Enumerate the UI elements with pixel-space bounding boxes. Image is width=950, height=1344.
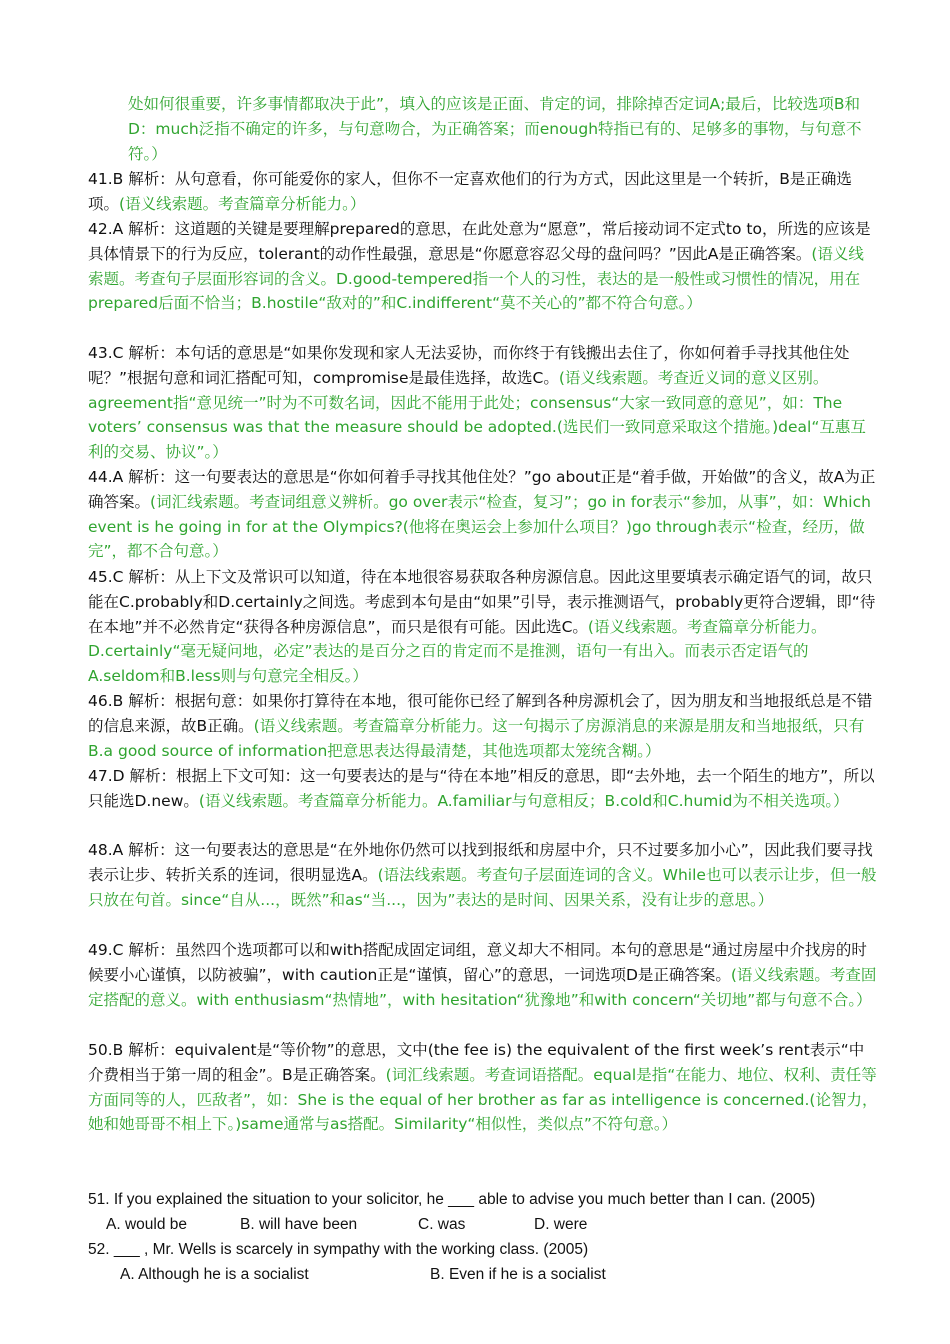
answer-explanation-50 xyxy=(88,1038,878,1137)
explanation-note: (语义线索题。考查句子层面形容词的含义。D.good-tempered指一个人的习性，表达的是一般性或习惯性的情况，用在prepared后面不恰当；B.hostile“敌对的”和C.indifferent“莫不关心的”都不符合句意。） xyxy=(88,244,864,313)
explanation-continuation xyxy=(128,92,878,166)
question-51-option-a: A. would be xyxy=(106,1216,187,1233)
question-51-option-d: D. were xyxy=(534,1216,588,1233)
answer-explanation-44 xyxy=(88,465,878,564)
explanation-note: (词汇线索题。考查词组意义辨析。go over表示“检查，复习”；go in for表示“参加，从事”，如：Which event is he going in for at the Olympics?(他将在奥运会上参加什么项目？)go through表示“检查，经历，做完”，都不合句意。） xyxy=(88,492,871,561)
explanation-note: (语义线索题。考查篇章分析能力。D.certainly“毫无疑问地，必定”表达的是百分之百的肯定而不是推测，语句一有出入。而表示否定语气的A.seldom和B.less则与句意完全相反。） xyxy=(88,617,827,686)
explanation-text: 44.A 解析：这一句要表达的意思是“你如何着手寻找其他住处？”go about正是“着手做，开始做”的含义，故A为正确答案。 xyxy=(88,468,876,511)
explanation-note: (词汇线索题。考查词语搭配。equal是指“在能力、地位、权利、责任等方面同等的人，匹敌者”，如：She is the equal of her brother as far as intelligence is concerned.(论智力，她和她哥哥不相上下。)same通常与as搭配。Similarity“相似性，类似点”不符句意。） xyxy=(88,1065,878,1134)
explanation-text: 41.B 解析：从句意看，你可能爱你的家人，但你不一定喜欢他们的行为方式，因此这里是一个转折，B是正确选项。 xyxy=(88,170,852,213)
answer-explanation-45 xyxy=(88,565,878,689)
answer-explanation-43 xyxy=(88,341,878,465)
explanation-note: 处如何很重要，许多事情都取决于此”，填入的应该是正面、肯定的词，排除掉否定词A;最后，比较选项B和D：much泛指不确定的许多，与句意吻合，为正确答案；而enough特指已有的、足够多的事物，与句意不符。） xyxy=(128,95,862,163)
question-52-option-b: B. Even if he is a socialist xyxy=(430,1266,606,1283)
question-52-stem: 52. ___ , Mr. Wells is scarcely in sympathy with the working class. (2005) xyxy=(88,1241,589,1258)
explanation-note: (语义线索题。考查固定搭配的意义。with enthusiasm“热情地”，with hesitation“犹豫地”和with concern“关切地”都与句意不合。） xyxy=(88,965,877,1009)
explanation-text: 43.C 解析：本句话的意思是“如果你发现和家人无法妥协，而你终于有钱搬出去住了，你如何着手寻找其他住处呢？”根据句意和词汇搭配可知，compromise是最佳选择，故选C。 xyxy=(88,344,850,387)
explanation-text: 49.C 解析：虽然四个选项都可以和with搭配成固定词组，意义却大不相同。本句的意思是“通过房屋中介找房的时候要小心谨慎，以防被骗”，with caution正是“谨慎，留心”的意思，一词选项D是正确答案。 xyxy=(88,941,867,984)
question-51-option-c: C. was xyxy=(418,1216,466,1233)
explanation-note: (语义线索题。考查篇章分析能力。A.familiar与句意相反；B.cold和C.humid为不相关选项。） xyxy=(198,791,849,810)
answer-explanation-46 xyxy=(88,689,878,763)
answer-explanation-49 xyxy=(88,938,878,1012)
explanation-note: (语法线索题。考查句子层面连词的含义。While也可以表示让步，但一般只放在句首。since“自从...，既然”和as“当...，因为”表达的是时间、因果关系，没有让步的意思。） xyxy=(88,865,877,909)
explanation-text: 48.A 解析：这一句要表达的意思是“在外地你仍然可以找到报纸和房屋中介，只不过要多加小心”，因此我们要寻找表示让步、转折关系的连词，很明显选A。 xyxy=(88,841,873,884)
explanation-text: 45.C 解析：从上下文及常识可以知道，待在本地很容易获取各种房源信息。因此这里要填表示确定语气的词，故只能在C.probably和D.certainly之间选。考虑到本句是由“如果”引导，表示推测语气，probably更符合逻辑，即“待在本地”并不必然肯定“获得各种房源信息”，而只是很有可能。因此选C。 xyxy=(88,568,876,636)
explanation-text: 46.B 解析：根据句意：如果你打算待在本地，很可能你已经了解到各种房源机会了，因为朋友和当地报纸总是不错的信息来源，故B正确。 xyxy=(88,692,873,735)
explanation-text: 47.D 解析：根据上下文可知：这一句要表达的是与“待在本地”相反的意思，即“去外地，去一个陌生的地方”，所以只能选D.new。 xyxy=(88,767,875,810)
answer-explanation-47 xyxy=(88,764,878,814)
question-51-option-b: B. will have been xyxy=(240,1216,358,1233)
answer-explanation-41 xyxy=(88,167,878,217)
question-52-option-a: A. Although he is a socialist xyxy=(120,1266,309,1283)
answer-explanation-42 xyxy=(88,217,878,316)
explanation-note: (语义线索题。考查篇章分析能力。这一句揭示了房源消息的来源是朋友和当地报纸，只有B.a good source of information把意思表达得最清楚，其他选项都太笼统含糊。） xyxy=(88,716,865,760)
explanation-note: (语义线索题。考查近义词的意义区别。agreement指“意见统一”时为不可数名词，因此不能用于此处；consensus“大家一致同意的意见”，如：The voters’ consensus was that the measure should be adopted.(选民们一致同意采取这个措施。)deal“互惠互利的交易、协议”。） xyxy=(88,368,866,462)
explanation-text: 42.A 解析：这道题的关键是要理解prepared的意思，在此处意为“愿意”，常后接动词不定式to to，所选的应该是具体情景下的行为反应，tolerant的动作性最强，意思是“你愿意容忍父母的盘问吗？”因此A是正确答案。 xyxy=(88,220,871,263)
question-51-stem: 51. If you explained the situation to your solicitor, he ___ able to advise you much better than I can. (2005) xyxy=(88,1191,816,1208)
answer-explanation-48 xyxy=(88,838,878,912)
explanation-text: 50.B 解析：equivalent是“等价物”的意思，文中(the fee is) the equivalent of the first week’s rent表示“中介费相当于第一周的租金”。B是正确答案。 xyxy=(88,1041,865,1084)
explanation-note: (语义线索题。考查篇章分析能力。） xyxy=(119,194,366,213)
